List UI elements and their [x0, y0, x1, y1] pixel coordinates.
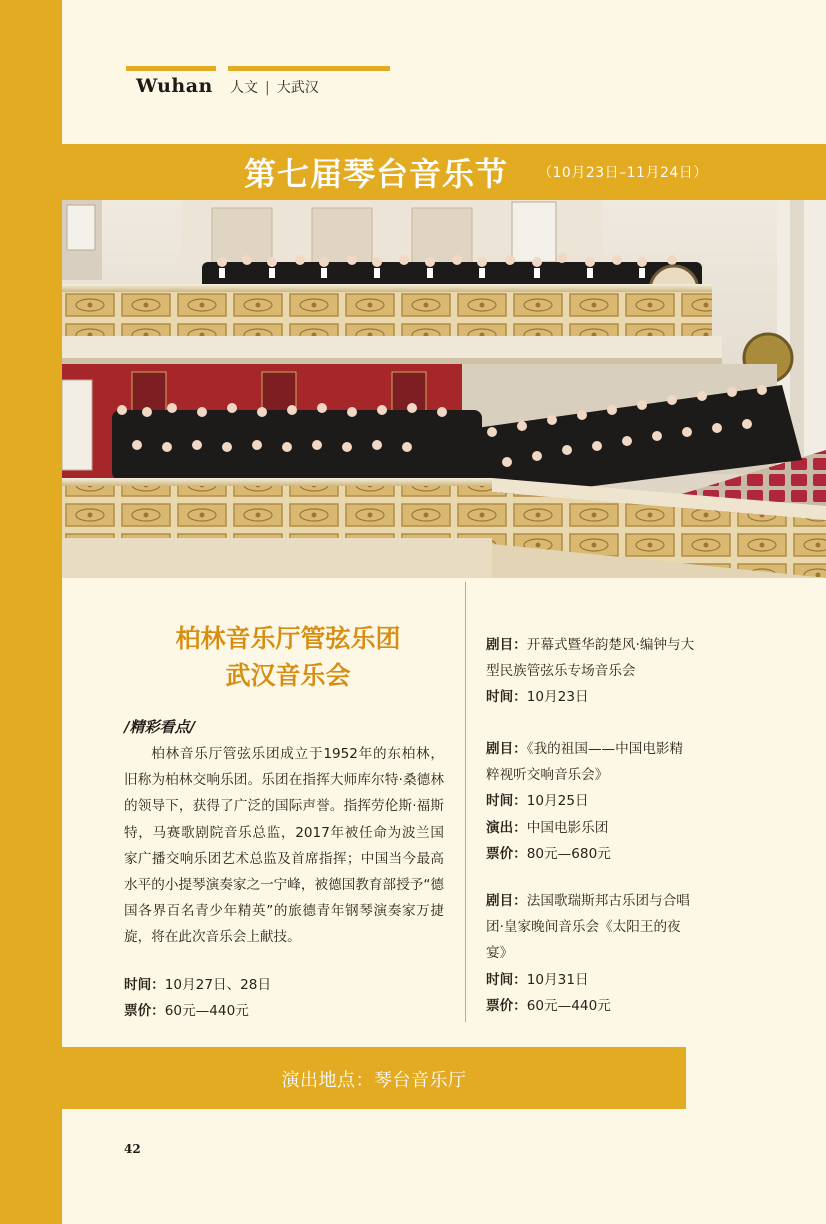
program-label: 剧目： [486, 893, 527, 909]
time-value: 10月31日 [526, 971, 589, 988]
time-value: 10月27日、28日 [164, 977, 272, 993]
header-rule-left [126, 66, 216, 71]
program-title-row [486, 888, 696, 967]
time-label: 时间： [486, 971, 527, 988]
time-value: 10月23日 [526, 689, 589, 706]
concert-details [124, 972, 444, 1024]
festival-title: 第七届琴台音乐节 [244, 155, 509, 193]
performer-value: 中国电影乐团 [526, 819, 609, 836]
program-entry-3 [486, 888, 696, 1019]
program-title: 《我的祖国——中国电影精粹视听交响音乐会》 [486, 741, 684, 784]
program-title: 法国歌瑞斯邦古乐团与合唱团·皇家晚间音乐会《太阳王的夜宴》 [486, 893, 690, 962]
venue-value: 琴台音乐厅 [374, 1070, 467, 1091]
orchestra-photo [62, 200, 826, 578]
brand-wordmark: Wuhan [136, 75, 213, 97]
concert-price-row [124, 998, 444, 1024]
festival-dates: （10月23日–11月24日） [538, 165, 708, 181]
concert-title-line-2: 武汉音乐会 [225, 661, 351, 690]
program-price-row [486, 993, 696, 1019]
program-entry-1 [486, 632, 696, 711]
time-label: 时间： [124, 977, 165, 993]
concert-title [120, 620, 456, 694]
program-title-row [486, 736, 696, 788]
concert-title-line-1: 柏林音乐厅管弦乐团 [175, 624, 401, 653]
time-label: 时间： [486, 689, 527, 706]
program-time-row [486, 967, 696, 993]
concert-description: 柏林音乐厅管弦乐团成立于1952年的东柏林，旧称为柏林交响乐团。乐团在指挥大师库尔特·桑德林的领导下，获得了广泛的国际声誉。指挥劳伦斯·福斯特，马赛歌剧院音乐总监，2017年被任命为波兰国家广播交响乐团艺术总监及首席指挥；中国当今最高水平的小提琴演奏家之一宁峰，被德国教育部授予“德国各界百名青少年精英”的旅德青年钢琴演奏家万捷旋，将在此次音乐会上献技。 [124, 746, 444, 946]
time-value: 10月25日 [526, 793, 589, 810]
time-label: 时间： [486, 793, 527, 810]
left-accent-band [0, 0, 62, 1224]
venue-text [62, 1066, 686, 1092]
price-label: 票价： [486, 997, 527, 1014]
section-breadcrumb [230, 77, 319, 97]
program-title-row [486, 632, 696, 684]
price-value: 60元—440元 [526, 997, 611, 1014]
price-label: 票价： [486, 845, 527, 862]
program-time-row [486, 788, 696, 814]
program-price-row [486, 841, 696, 867]
price-label: 票价： [124, 1003, 165, 1019]
program-entry-2 [486, 736, 696, 867]
program-label: 剧目： [486, 741, 527, 757]
program-label: 剧目： [486, 637, 527, 653]
program-performer-row [486, 815, 696, 841]
program-title: 开幕式暨华韵楚风·编钟与大型民族管弦乐专场音乐会 [486, 637, 695, 680]
performer-label: 演出： [486, 819, 527, 836]
highlights-label: /精彩看点/ [124, 718, 195, 736]
header-rule-right [228, 66, 390, 71]
price-value: 80元—680元 [526, 845, 611, 862]
program-time-row [486, 684, 696, 710]
concert-time-row [124, 972, 444, 998]
venue-label: 演出地点： [281, 1070, 374, 1091]
page-number: 42 [124, 1142, 141, 1156]
breadcrumb-section: 人文 [230, 80, 258, 96]
price-value: 60元—440元 [164, 1003, 249, 1019]
breadcrumb-subsection: 大武汉 [276, 80, 319, 96]
breadcrumb-separator: | [265, 80, 270, 96]
column-divider [465, 582, 466, 1022]
